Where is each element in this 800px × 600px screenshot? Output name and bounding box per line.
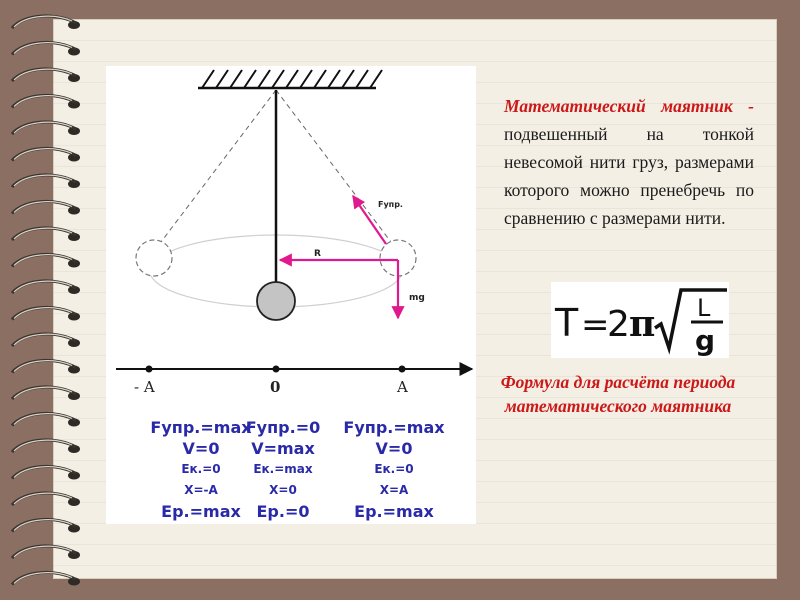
- state-potential: Eр.=0: [256, 502, 310, 521]
- string-left-dashed: [161, 90, 276, 242]
- axis-point-left: [146, 366, 153, 373]
- definition-body: подвешенный на тонкой невесомой нити груз, размерами которого можно пренебречь по сравнению с размерами нити.: [504, 124, 754, 228]
- sqrt-sign: [655, 290, 727, 348]
- string-right-dashed: [276, 90, 391, 242]
- pendulum-diagram: [106, 66, 476, 524]
- formula-coefficient: 2: [607, 304, 630, 345]
- state-column-center: [224, 417, 342, 522]
- state-displacement: X=-A: [184, 483, 218, 497]
- spiral-ring: [12, 493, 80, 506]
- definition-term: Математический маятник -: [504, 96, 754, 116]
- spiral-ring: [12, 519, 80, 532]
- state-force: Fупр.=max: [150, 418, 252, 437]
- spiral-ring: [12, 122, 80, 135]
- spiral-ring: [12, 307, 80, 320]
- spiral-ring: [12, 42, 80, 55]
- state-force: Fупр.=max: [343, 418, 445, 437]
- spiral-ring: [12, 201, 80, 214]
- formula-denominator: g: [695, 324, 716, 357]
- state-kinetic: Eк.=0: [374, 462, 414, 476]
- spiral-ring: [12, 572, 80, 585]
- state-kinetic: Eк.=0: [181, 462, 221, 476]
- spiral-ring: [12, 281, 80, 294]
- spiral-ring: [12, 440, 80, 453]
- spiral-binding: [0, 0, 100, 600]
- state-velocity: V=0: [182, 439, 220, 458]
- state-velocity: V=0: [375, 439, 413, 458]
- spiral-ring: [12, 413, 80, 426]
- spiral-ring: [12, 387, 80, 400]
- state-potential: Eр.=max: [354, 502, 434, 521]
- formula-numerator: L: [697, 294, 711, 322]
- spiral-ring: [12, 254, 80, 267]
- force-label: Fупр.: [378, 200, 403, 209]
- definition-text: [504, 92, 754, 232]
- axis-label-left: - A: [134, 378, 155, 396]
- spiral-ring: [12, 334, 80, 347]
- axis-point-right: [399, 366, 406, 373]
- formula-svg: [551, 282, 729, 358]
- spiral-ring: [12, 95, 80, 108]
- spiral-ring: [12, 228, 80, 241]
- bob-center: [257, 282, 295, 320]
- spiral-ring: [12, 69, 80, 82]
- spiral-ring: [12, 148, 80, 161]
- spiral-ring: [12, 360, 80, 373]
- spiral-ring: [12, 175, 80, 188]
- ceiling-hatch: [202, 70, 382, 88]
- state-displacement: X=A: [379, 483, 409, 497]
- radius-label: R: [314, 249, 321, 259]
- spiral-ring: [12, 16, 80, 29]
- gravity-label: mg: [409, 293, 425, 303]
- axis-label-right: A: [397, 378, 408, 396]
- bob-left-ghost: [136, 240, 172, 276]
- state-displacement: X=0: [269, 483, 297, 497]
- formula-caption: Формула для расчёта периода математического маятника: [500, 372, 736, 416]
- period-formula: [551, 282, 729, 358]
- state-column-right: [335, 417, 453, 522]
- state-velocity: V=max: [251, 439, 315, 458]
- spiral-ring: [12, 466, 80, 479]
- axis-point-center: [273, 366, 280, 373]
- spiral-ring: [12, 546, 80, 559]
- formula-equals: =: [581, 305, 610, 345]
- state-kinetic: Eк.=max: [253, 462, 313, 476]
- state-potential: Eр.=max: [161, 502, 241, 521]
- axis-label-center: 0: [270, 378, 281, 396]
- formula-lhs: T: [555, 301, 579, 345]
- state-force: Fупр.=0: [245, 418, 321, 437]
- formula-pi: π: [629, 303, 656, 345]
